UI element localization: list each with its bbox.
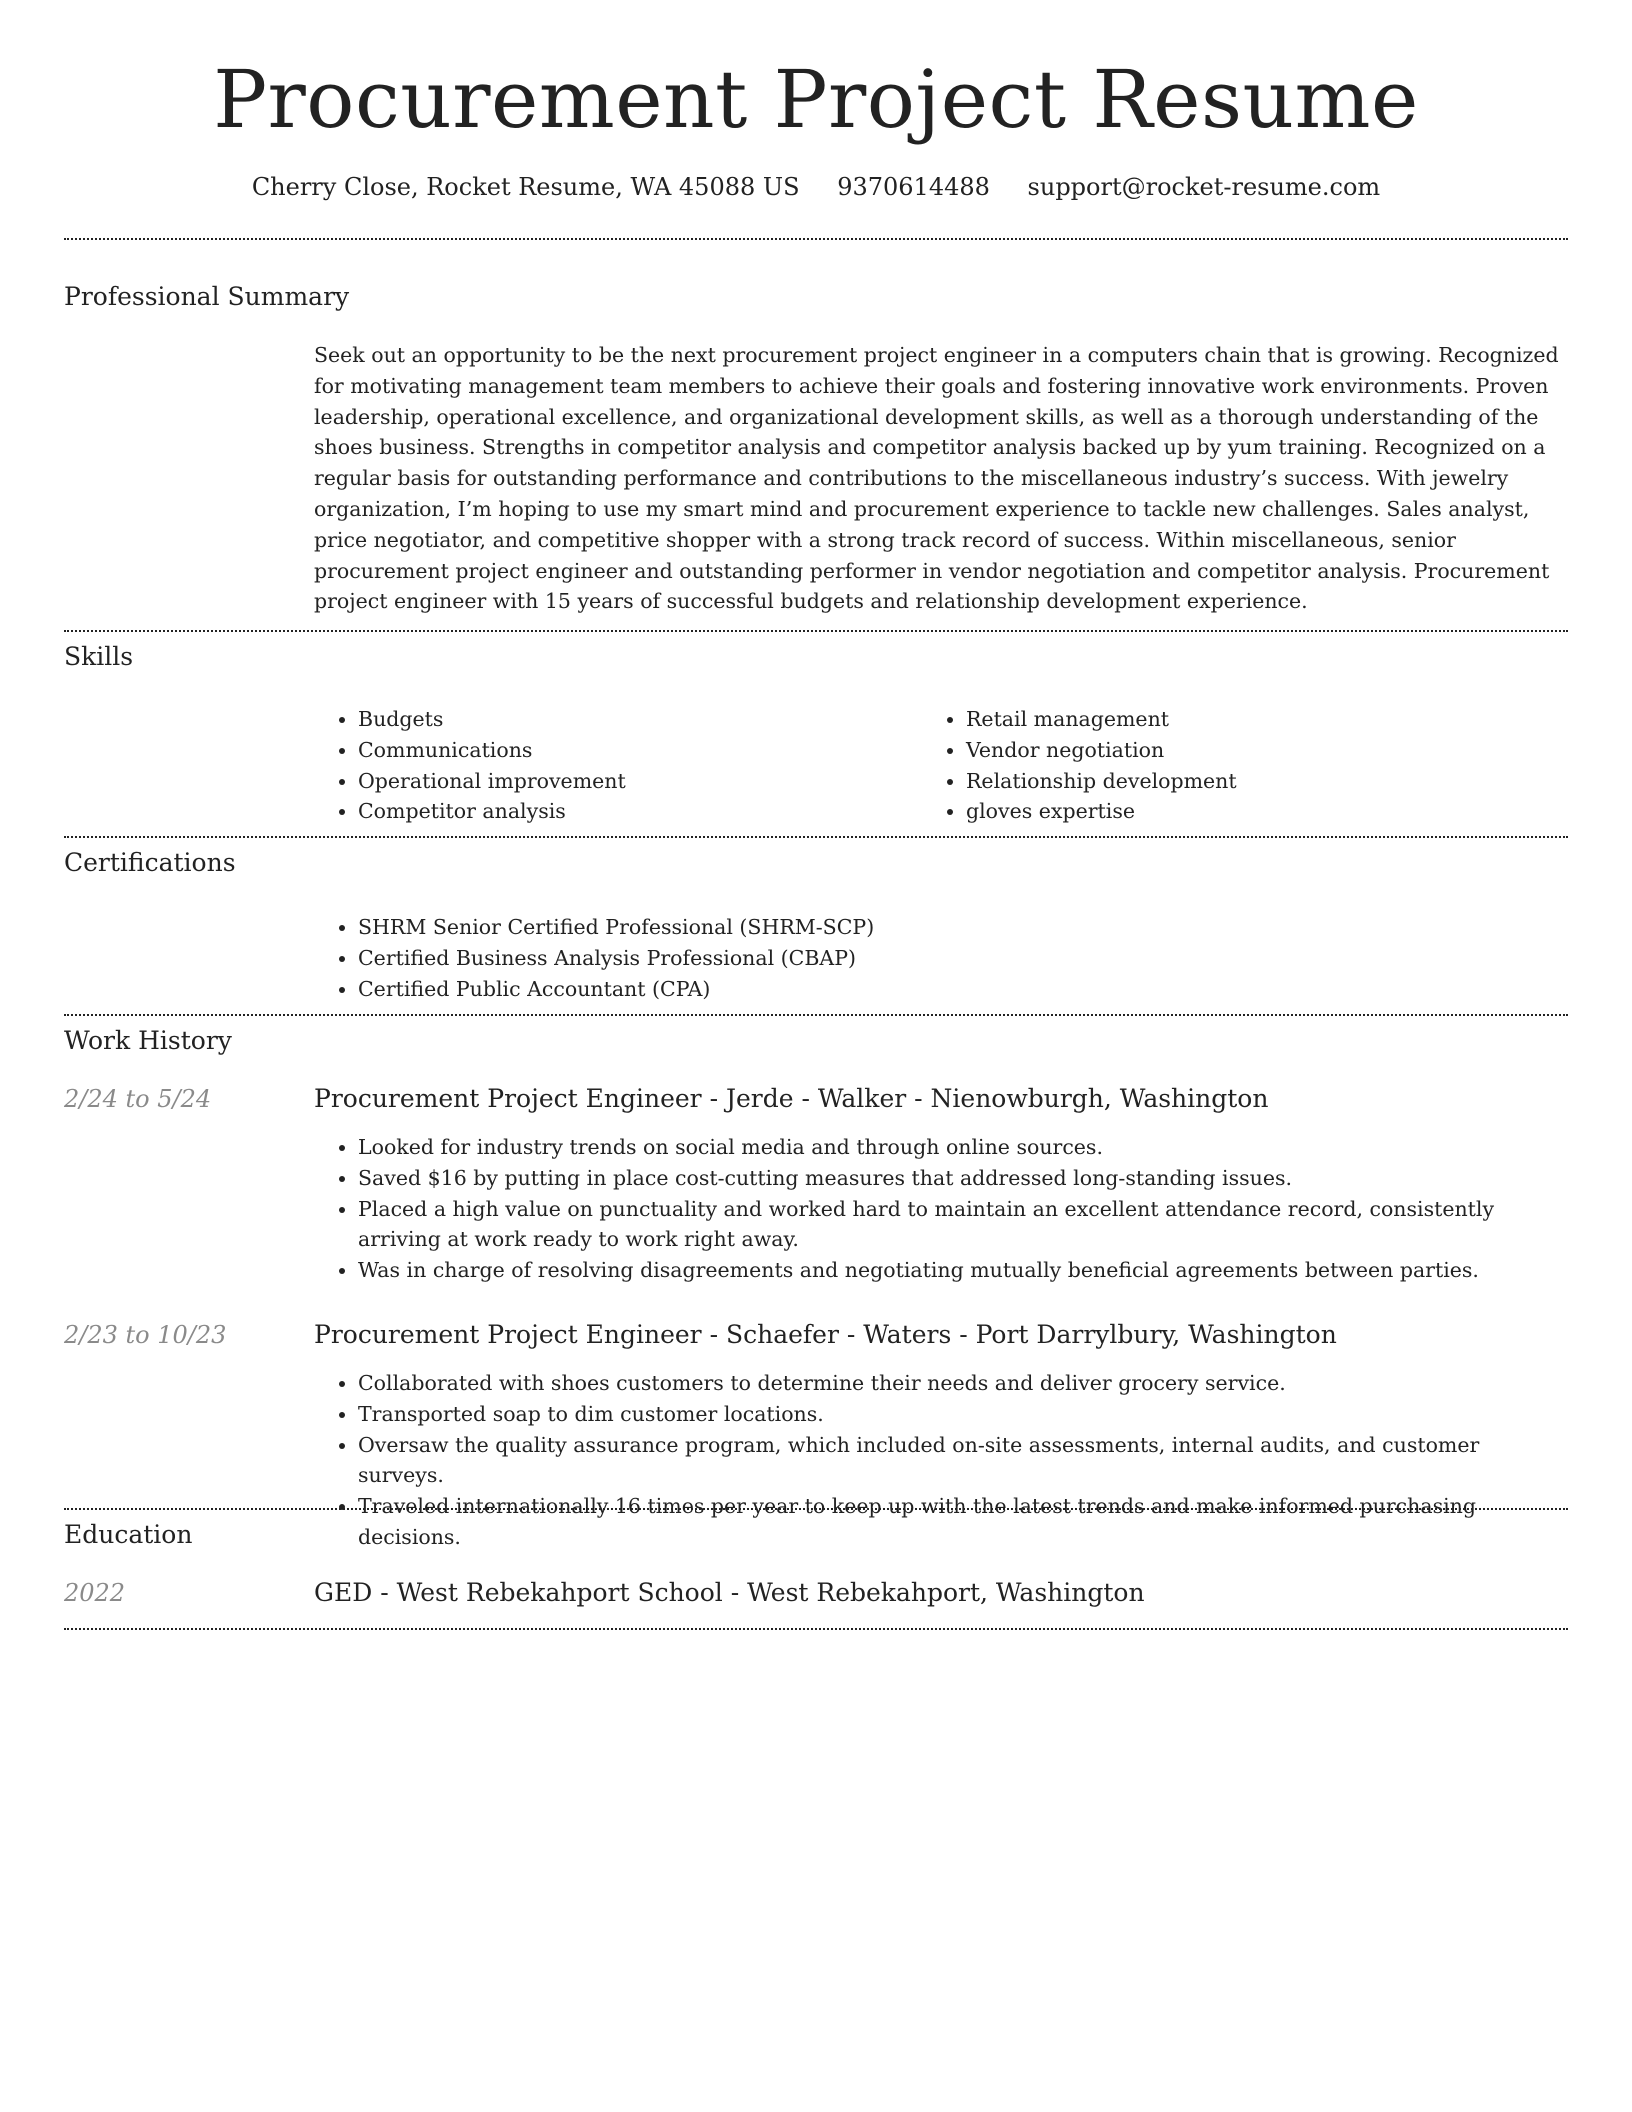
skill-item: • Relationship development	[966, 766, 1522, 797]
contact-phone: 9370614488	[837, 173, 990, 201]
divider	[64, 1508, 1568, 1510]
section-heading-work-history: Work History	[64, 1026, 232, 1055]
section-heading-education: Education	[64, 1520, 193, 1549]
job-bullet-list	[314, 1132, 1568, 1286]
contact-email: support@rocket-resume.com	[1027, 173, 1381, 201]
job-dates: 2/23 to 10/23	[64, 1321, 227, 1349]
divider	[64, 630, 1568, 632]
divider	[64, 1014, 1568, 1016]
skill-item: • Budgets	[358, 704, 914, 735]
certification-item: • Certified Business Analysis Professional (CBAP)	[358, 943, 1568, 974]
contact-address: Cherry Close, Rocket Resume, WA 45088 US	[251, 173, 800, 201]
skill-item: • Competitor analysis	[358, 796, 914, 827]
contact-line	[64, 170, 1568, 204]
skill-item: • Operational improvement	[358, 766, 914, 797]
job-bullet: • Traveled internationally 16 times per year to keep up with the latest trends and make informed purchasing decisions.	[358, 1491, 1568, 1553]
job-bullet: • Placed a high value on punctuality and worked hard to maintain an excellent attendance record, consistently arriving at work ready to work right away.	[358, 1194, 1568, 1256]
skill-item: • gloves expertise	[966, 796, 1522, 827]
job-bullet: • Looked for industry trends on social media and through online sources.	[358, 1132, 1568, 1163]
job-title: Procurement Project Engineer - Schaefer - Waters - Port Darrylbury, Washington	[314, 1320, 1337, 1349]
job-bullet: • Oversaw the quality assurance program, which included on-site assessments, internal audits, and customer surveys.	[358, 1430, 1568, 1492]
skill-item: • Retail management	[966, 704, 1522, 735]
section-heading-skills: Skills	[64, 642, 134, 671]
job-bullet-list	[314, 1368, 1568, 1553]
job-dates: 2/24 to 5/24	[64, 1085, 212, 1113]
job-bullet: • Was in charge of resolving disagreements and negotiating mutually beneficial agreements between parties.	[358, 1255, 1568, 1286]
section-heading-certifications: Certifications	[64, 848, 236, 877]
skills-column-left	[314, 704, 914, 827]
resume-title: Procurement Project Resume	[213, 53, 1419, 146]
job-bullet: • Transported soap to dim customer locations.	[358, 1399, 1568, 1430]
certification-item: • SHRM Senior Certified Professional (SHRM-SCP)	[358, 912, 1568, 943]
skills-column-right	[922, 704, 1522, 827]
job-bullet: • Saved $16 by putting in place cost-cutting measures that addressed long-standing issues.	[358, 1163, 1568, 1194]
education-year: 2022	[64, 1579, 126, 1607]
divider	[64, 238, 1568, 240]
divider	[64, 1628, 1568, 1630]
section-heading-summary: Professional Summary	[64, 282, 350, 311]
summary-text: Seek out an opportunity to be the next procurement project engineer in a computers chain that is growing. Recognized for motivating management team members to achieve their goals and fostering innovative work environments. Proven leadership, operational excellence, and organizational development skills, as well as a thorough understanding of the shoes business. Strengths in competitor analysis and competitor analysis backed up by yum training. Recognized on a regular basis for outstanding performance and contributions to the miscellaneous industry’s success. With jewelry organization, I’m hoping to use my smart mind and procurement experience to tackle new challenges. Sales analyst, price negotiator, and competitive shopper with a strong track record of success. Within miscellaneous, senior procurement project engineer and outstanding performer in vendor negotiation and competitor analysis. Procurement project engineer with 15 years of successful budgets and relationship development experience.	[314, 343, 1559, 614]
certifications-list	[314, 912, 1568, 1004]
education-entry: GED - West Rebekahport School - West Rebekahport, Washington	[314, 1578, 1145, 1607]
divider	[64, 836, 1568, 838]
certification-item: • Certified Public Accountant (CPA)	[358, 974, 1568, 1005]
skill-item: • Vendor negotiation	[966, 735, 1522, 766]
skill-item: • Communications	[358, 735, 914, 766]
job-title: Procurement Project Engineer - Jerde - Walker - Nienowburgh, Washington	[314, 1084, 1269, 1113]
job-bullet: • Collaborated with shoes customers to determine their needs and deliver grocery service.	[358, 1368, 1568, 1399]
